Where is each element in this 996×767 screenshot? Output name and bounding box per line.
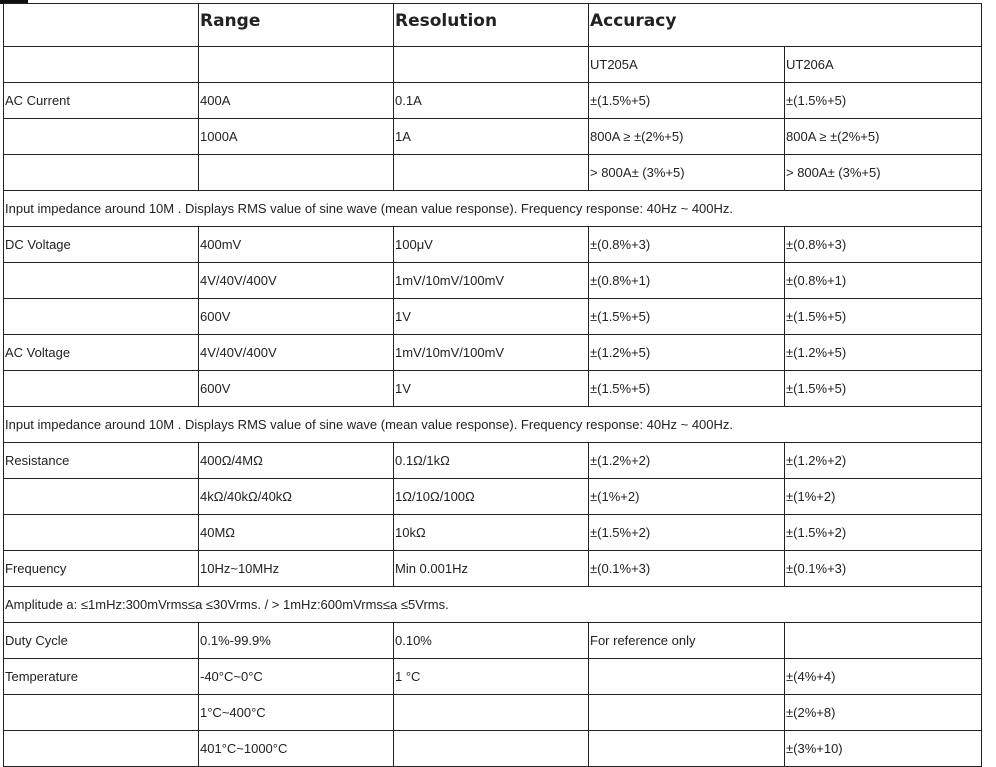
range-cell <box>199 155 394 191</box>
range-cell: 40MΩ <box>199 515 394 551</box>
accuracy-ut205a-cell: ±(0.1%+3) <box>589 551 785 587</box>
accuracy-ut206a-cell: ±(1.5%+5) <box>785 83 982 119</box>
resolution-cell: 10kΩ <box>394 515 589 551</box>
note-row <box>4 587 982 623</box>
resolution-cell: Min 0.001Hz <box>394 551 589 587</box>
resolution-cell: 100μV <box>394 227 589 263</box>
model-function-cell <box>4 47 199 83</box>
function-cell: AC Current <box>4 83 199 119</box>
resolution-cell <box>394 155 589 191</box>
accuracy-ut206a-cell: ±(1.5%+5) <box>785 299 982 335</box>
accuracy-ut205a-cell: ±(0.8%+3) <box>589 227 785 263</box>
function-cell: Frequency <box>4 551 199 587</box>
range-cell: 600V <box>199 299 394 335</box>
accuracy-ut206a-cell: ±(1.5%+2) <box>785 515 982 551</box>
table-row <box>4 695 982 731</box>
accuracy-ut205a-cell: ±(1%+2) <box>589 479 785 515</box>
accuracy-ut206a-cell <box>785 623 982 659</box>
range-cell: 0.1%-99.9% <box>199 623 394 659</box>
model-ut206a: UT206A <box>785 47 982 83</box>
accuracy-ut205a-cell: ±(1.2%+2) <box>589 443 785 479</box>
table-row <box>4 731 982 767</box>
function-cell: AC Voltage <box>4 335 199 371</box>
range-cell: 4V/40V/400V <box>199 263 394 299</box>
range-cell: 401°C~1000°C <box>199 731 394 767</box>
header-accuracy: Accuracy <box>589 4 982 47</box>
function-cell <box>4 479 199 515</box>
table-row <box>4 335 982 371</box>
resolution-cell: 1V <box>394 299 589 335</box>
table-row <box>4 551 982 587</box>
accuracy-ut205a-cell <box>589 731 785 767</box>
accuracy-ut206a-cell: 800A ≥ ±(2%+5) <box>785 119 982 155</box>
accuracy-ut206a-cell: ±(2%+8) <box>785 695 982 731</box>
specification-table <box>3 3 982 767</box>
function-cell: Temperature <box>4 659 199 695</box>
header-range: Range <box>199 4 394 47</box>
accuracy-ut206a-cell: ±(1.2%+2) <box>785 443 982 479</box>
accuracy-ut206a-cell: ±(0.8%+1) <box>785 263 982 299</box>
accuracy-ut205a-cell: 800A ≥ ±(2%+5) <box>589 119 785 155</box>
accuracy-ut206a-cell: > 800A± (3%+5) <box>785 155 982 191</box>
resolution-cell: 1mV/10mV/100mV <box>394 335 589 371</box>
note-text: Amplitude a: ≤1mHz:300mVrms≤a ≤30Vrms. / > 1mHz:600mVrms≤a ≤5Vrms. <box>4 587 982 623</box>
function-cell <box>4 371 199 407</box>
header-resolution: Resolution <box>394 4 589 47</box>
table-row <box>4 371 982 407</box>
accuracy-ut206a-cell: ±(1.5%+5) <box>785 371 982 407</box>
range-cell: -40°C~0°C <box>199 659 394 695</box>
table-row <box>4 479 982 515</box>
resolution-cell: 1 °C <box>394 659 589 695</box>
accuracy-ut206a-cell: ±(0.8%+3) <box>785 227 982 263</box>
accuracy-ut206a-cell: ±(1.2%+5) <box>785 335 982 371</box>
table-row <box>4 659 982 695</box>
range-cell: 600V <box>199 371 394 407</box>
accuracy-ut205a-cell: > 800A± (3%+5) <box>589 155 785 191</box>
range-cell: 4V/40V/400V <box>199 335 394 371</box>
resolution-cell: 0.1A <box>394 83 589 119</box>
resolution-cell <box>394 695 589 731</box>
accuracy-ut205a-cell: ±(1.2%+5) <box>589 335 785 371</box>
table-row <box>4 83 982 119</box>
function-cell <box>4 731 199 767</box>
range-cell: 400A <box>199 83 394 119</box>
model-resolution-cell <box>394 47 589 83</box>
model-range-cell <box>199 47 394 83</box>
model-row <box>4 47 982 83</box>
resolution-cell: 1mV/10mV/100mV <box>394 263 589 299</box>
function-cell <box>4 155 199 191</box>
table-row <box>4 263 982 299</box>
header-function-cell <box>4 4 199 47</box>
accuracy-ut205a-cell: ±(1.5%+5) <box>589 83 785 119</box>
note-row <box>4 407 982 443</box>
table-row <box>4 515 982 551</box>
function-cell: Duty Cycle <box>4 623 199 659</box>
accuracy-ut205a-cell <box>589 695 785 731</box>
resolution-cell: 1V <box>394 371 589 407</box>
accuracy-ut205a-cell: ±(0.8%+1) <box>589 263 785 299</box>
function-cell <box>4 119 199 155</box>
table-row <box>4 299 982 335</box>
function-cell <box>4 515 199 551</box>
range-cell: 1°C~400°C <box>199 695 394 731</box>
header-row <box>4 4 982 47</box>
range-cell: 400mV <box>199 227 394 263</box>
accuracy-ut206a-cell: ±(0.1%+3) <box>785 551 982 587</box>
table-row <box>4 623 982 659</box>
table-row <box>4 443 982 479</box>
table-row <box>4 155 982 191</box>
accuracy-ut206a-cell: ±(4%+4) <box>785 659 982 695</box>
accuracy-ut205a-cell <box>589 659 785 695</box>
range-cell: 4kΩ/40kΩ/40kΩ <box>199 479 394 515</box>
accuracy-ut206a-cell: ±(3%+10) <box>785 731 982 767</box>
range-cell: 1000A <box>199 119 394 155</box>
accuracy-ut205a-cell: ±(1.5%+5) <box>589 371 785 407</box>
range-cell: 10Hz~10MHz <box>199 551 394 587</box>
note-text: Input impedance around 10M . Displays RMS value of sine wave (mean value response). Frequency response: 40Hz ~ 400Hz. <box>4 191 982 227</box>
range-cell: 400Ω/4MΩ <box>199 443 394 479</box>
note-row <box>4 191 982 227</box>
model-ut205a: UT205A <box>589 47 785 83</box>
accuracy-ut205a-cell: ±(1.5%+2) <box>589 515 785 551</box>
function-cell: DC Voltage <box>4 227 199 263</box>
table-row <box>4 227 982 263</box>
function-cell: Resistance <box>4 443 199 479</box>
function-cell <box>4 299 199 335</box>
resolution-cell: 0.1Ω/1kΩ <box>394 443 589 479</box>
accuracy-ut206a-cell: ±(1%+2) <box>785 479 982 515</box>
resolution-cell: 1A <box>394 119 589 155</box>
resolution-cell <box>394 731 589 767</box>
resolution-cell: 0.10% <box>394 623 589 659</box>
accuracy-ut205a-cell: ±(1.5%+5) <box>589 299 785 335</box>
resolution-cell: 1Ω/10Ω/100Ω <box>394 479 589 515</box>
function-cell <box>4 263 199 299</box>
accuracy-ut205a-cell: For reference only <box>589 623 785 659</box>
note-text: Input impedance around 10M . Displays RMS value of sine wave (mean value response). Frequency response: 40Hz ~ 400Hz. <box>4 407 982 443</box>
table-row <box>4 119 982 155</box>
function-cell <box>4 695 199 731</box>
